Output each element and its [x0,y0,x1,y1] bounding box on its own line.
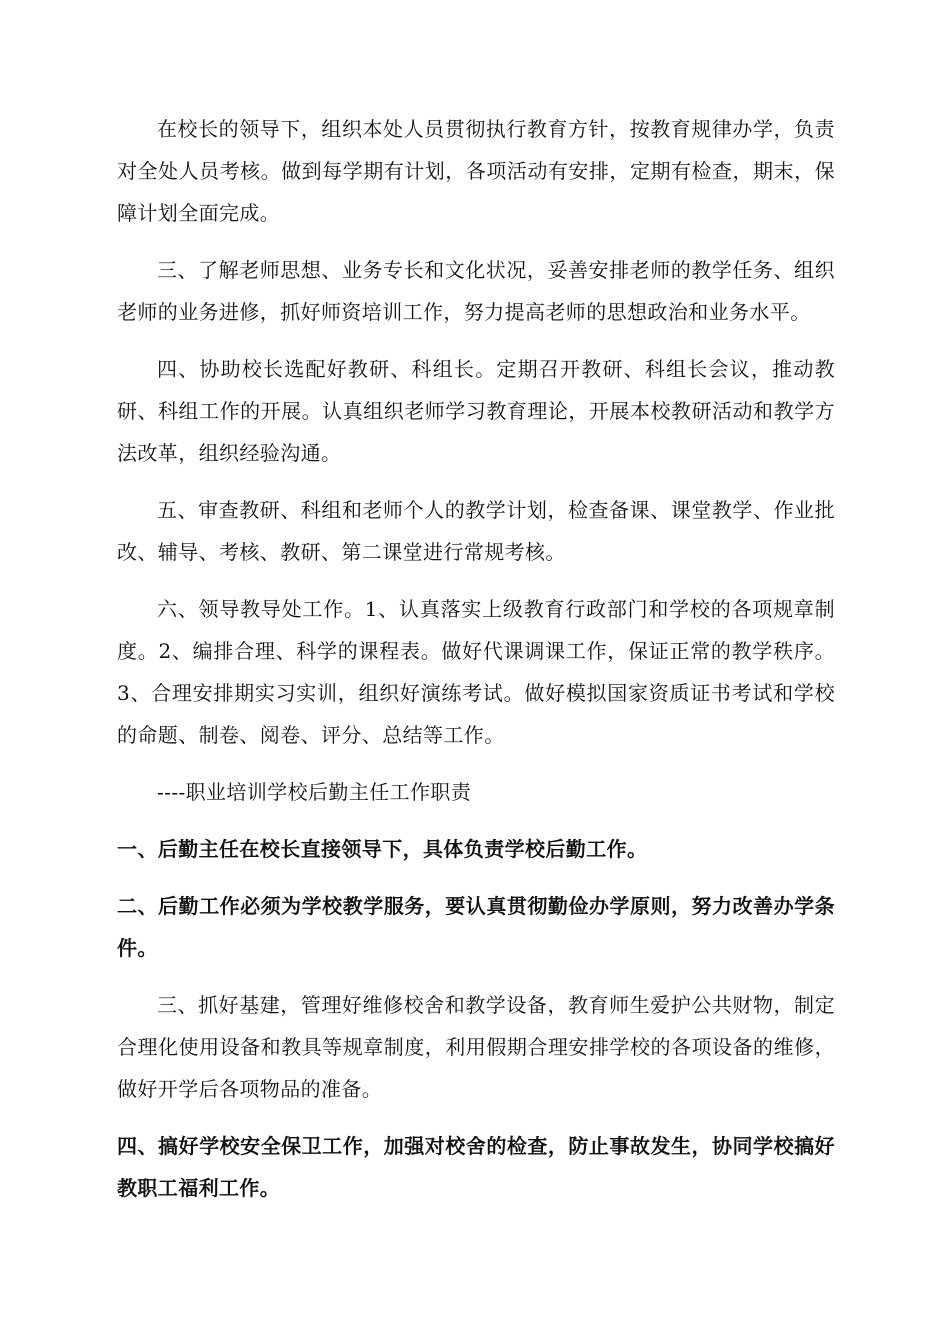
paragraph-logistics-item-4: 四、搞好学校安全保卫工作，加强对校舍的检查，防止事故发生，协同学校搞好教职工福利工作。 [117,1134,835,1200]
paragraph-item-5-review: 五、审查教研、科组和老师个人的教学计划，检查备课、课堂教学、作业批改、辅导、考核、教研、第二课堂进行常规考核。 [117,498,835,564]
section-title-logistics-director: ----职业培训学校后勤主任工作职责 [157,780,472,804]
paragraph-item-4-research: 四、协助校长选配好教研、科组长。定期召开教研、科组长会议，推动教研、科组工作的开展。认真组织老师学习教育理论，开展本校教研活动和教学方法改革，组织经验沟通。 [117,357,835,465]
paragraph-item-3-teachers: 三、了解老师思想、业务专长和文化状况，妥善安排老师的教学任务、组织老师的业务进修，抓好师资培训工作，努力提高老师的思想政治和业务水平。 [117,258,835,324]
paragraph-logistics-item-3: 三、抓好基建，管理好维修校舍和教学设备，教育师生爱护公共财物，制定合理化使用设备和教具等规章制度，利用假期合理安排学校的各项设备的维修，做好开学后各项物品的准备。 [117,993,835,1101]
paragraph-logistics-item-2: 二、后勤工作必须为学校教学服务，要认真贯彻勤俭办学原则，努力改善办学条件。 [117,894,835,960]
document-body [117,108,835,1224]
paragraph-logistics-item-1: 一、后勤主任在校长直接领导下，具体负责学校后勤工作。 [117,837,648,861]
paragraph-item-6-academic-affairs: 六、领导教导处工作。1、认真落实上级教育行政部门和学校的各项规章制度。2、编排合理、科学的课程表。做好代课调课工作，保证正常的教学秩序。3、合理安排期实习实训，组织好演练考试。做好模拟国家资质证书考试和学校的命题、制卷、阅卷、评分、总结等工作。 [117,597,835,747]
paragraph-principal-leadership: 在校长的领导下，组织本处人员贯彻执行教育方针，按教育规律办学，负责对全处人员考核。做到每学期有计划，各项活动有安排，定期有检查，期末，保障计划全面完成。 [117,117,835,225]
